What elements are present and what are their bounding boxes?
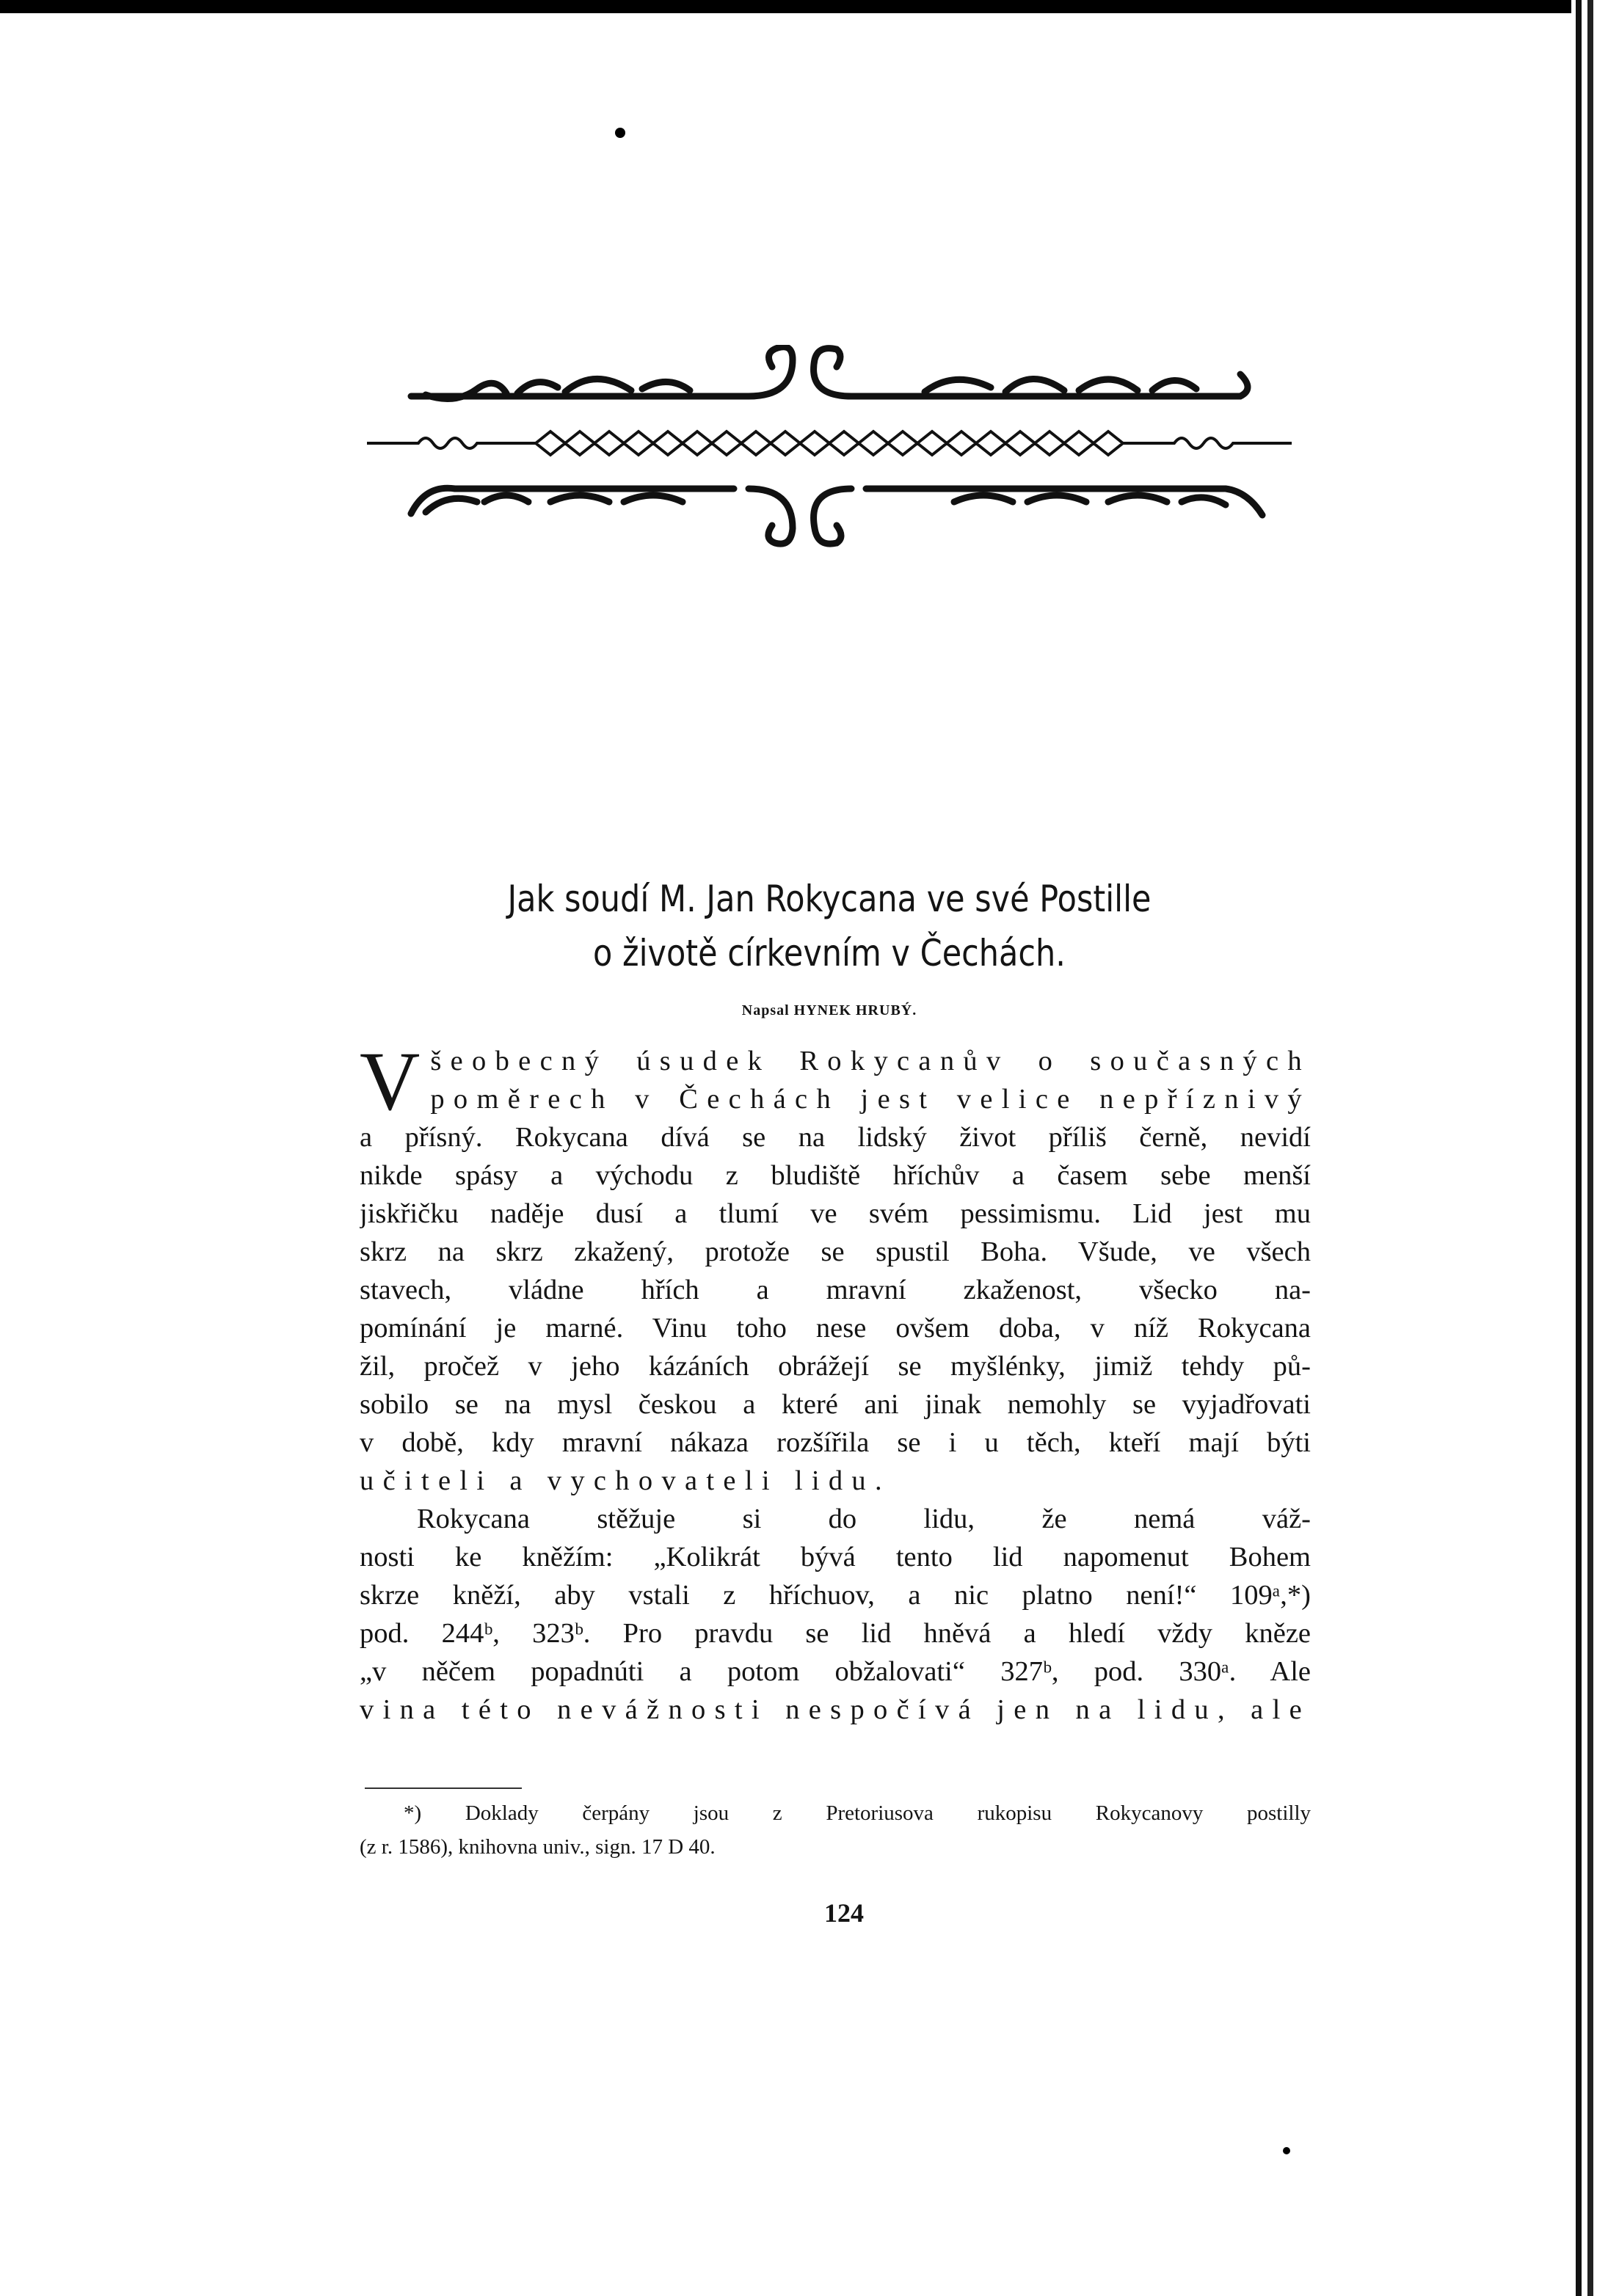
text-line: v době, kdy mravní nákaza rozšířila se i u těch, kteří mají býti <box>360 1427 1311 1458</box>
drop-cap: V <box>360 1035 421 1128</box>
text-line: nikde spásy a východu z bludiště hříchův a časem sebe menší <box>360 1160 1311 1191</box>
text-line: vina této nevážnosti nespočívá jen na lidu, ale <box>360 1694 1311 1725</box>
scan-top-edge <box>0 0 1608 13</box>
speck-top <box>615 128 625 138</box>
paragraph-2 <box>360 1500 1311 1729</box>
text-line: nosti ke kněžím: „Kolikrát bývá tento lid napomenut Bohem <box>360 1542 1311 1572</box>
text-line: učiteli a vychovateli lidu. <box>360 1465 891 1496</box>
footnote <box>360 1796 1311 1864</box>
body-text <box>360 1035 1311 1729</box>
text-line: „v něčem popadnúti a potom obžalovati“ 327ᵇ, pod. 330ᵃ. Ale <box>360 1656 1311 1687</box>
text-line: sobilo se na mysl českou a které ani jinak nemohly se vyjadřovati <box>360 1389 1311 1420</box>
text-line: Rokycana stěžuje si do lidu, že nemá váž- <box>417 1504 1311 1534</box>
text-line: stavech, vládne hřích a mravní zkaženost, všecko na- <box>360 1275 1311 1305</box>
speck-bottom <box>1283 2147 1290 2154</box>
text-line: skrz na skrz zkažený, protože se spustil Boha. Všude, ve všech <box>360 1236 1311 1267</box>
text-line: jiskřičku naděje dusí a tlumí ve svém pessimismu. Lid jest mu <box>360 1198 1311 1229</box>
text-line: pod. 244ᵇ, 323ᵇ. Pro pravdu se lid hněvá a hledí vždy kněze <box>360 1618 1311 1649</box>
footnote-line: *) Doklady čerpány jsou z Pretoriusova rukopisu Rokycanovy postilly <box>404 1801 1311 1825</box>
scan-right-edge <box>1571 0 1608 2296</box>
text-line: skrze kněží, aby vstali z hříchuov, a nic platno není!“ 109ᵃ,*) <box>360 1580 1311 1611</box>
text-line: žil, pročež v jeho kázáních obrážejí se myšlénky, jimiž tehdy pů- <box>360 1351 1311 1382</box>
article-title-line-2: o životě církevním v Čechách. <box>593 932 1066 974</box>
article-title-line-1: Jak soudí M. Jan Rokycana ve své Postille <box>507 878 1152 920</box>
byline: Napsal HYNEK HRUBÝ. <box>741 1002 917 1018</box>
paragraph-1 <box>360 1035 1311 1500</box>
text-line: poměrech v Čechách jest velice nepříznivý <box>430 1084 1311 1115</box>
footnote-rule <box>365 1787 522 1789</box>
ornament-header <box>367 345 1292 565</box>
footnote-line: (z r. 1586), knihovna univ., sign. 17 D 40. <box>360 1835 716 1859</box>
text-line: šeobecný úsudek Rokycanův o současných <box>430 1046 1311 1076</box>
page-number: 124 <box>824 1898 864 1928</box>
text-line: a přísný. Rokycana dívá se na lidský život příliš černě, nevidí <box>360 1122 1311 1153</box>
text-line: pomínání je marné. Vinu toho nese ovšem doba, v níž Rokycana <box>360 1313 1311 1344</box>
